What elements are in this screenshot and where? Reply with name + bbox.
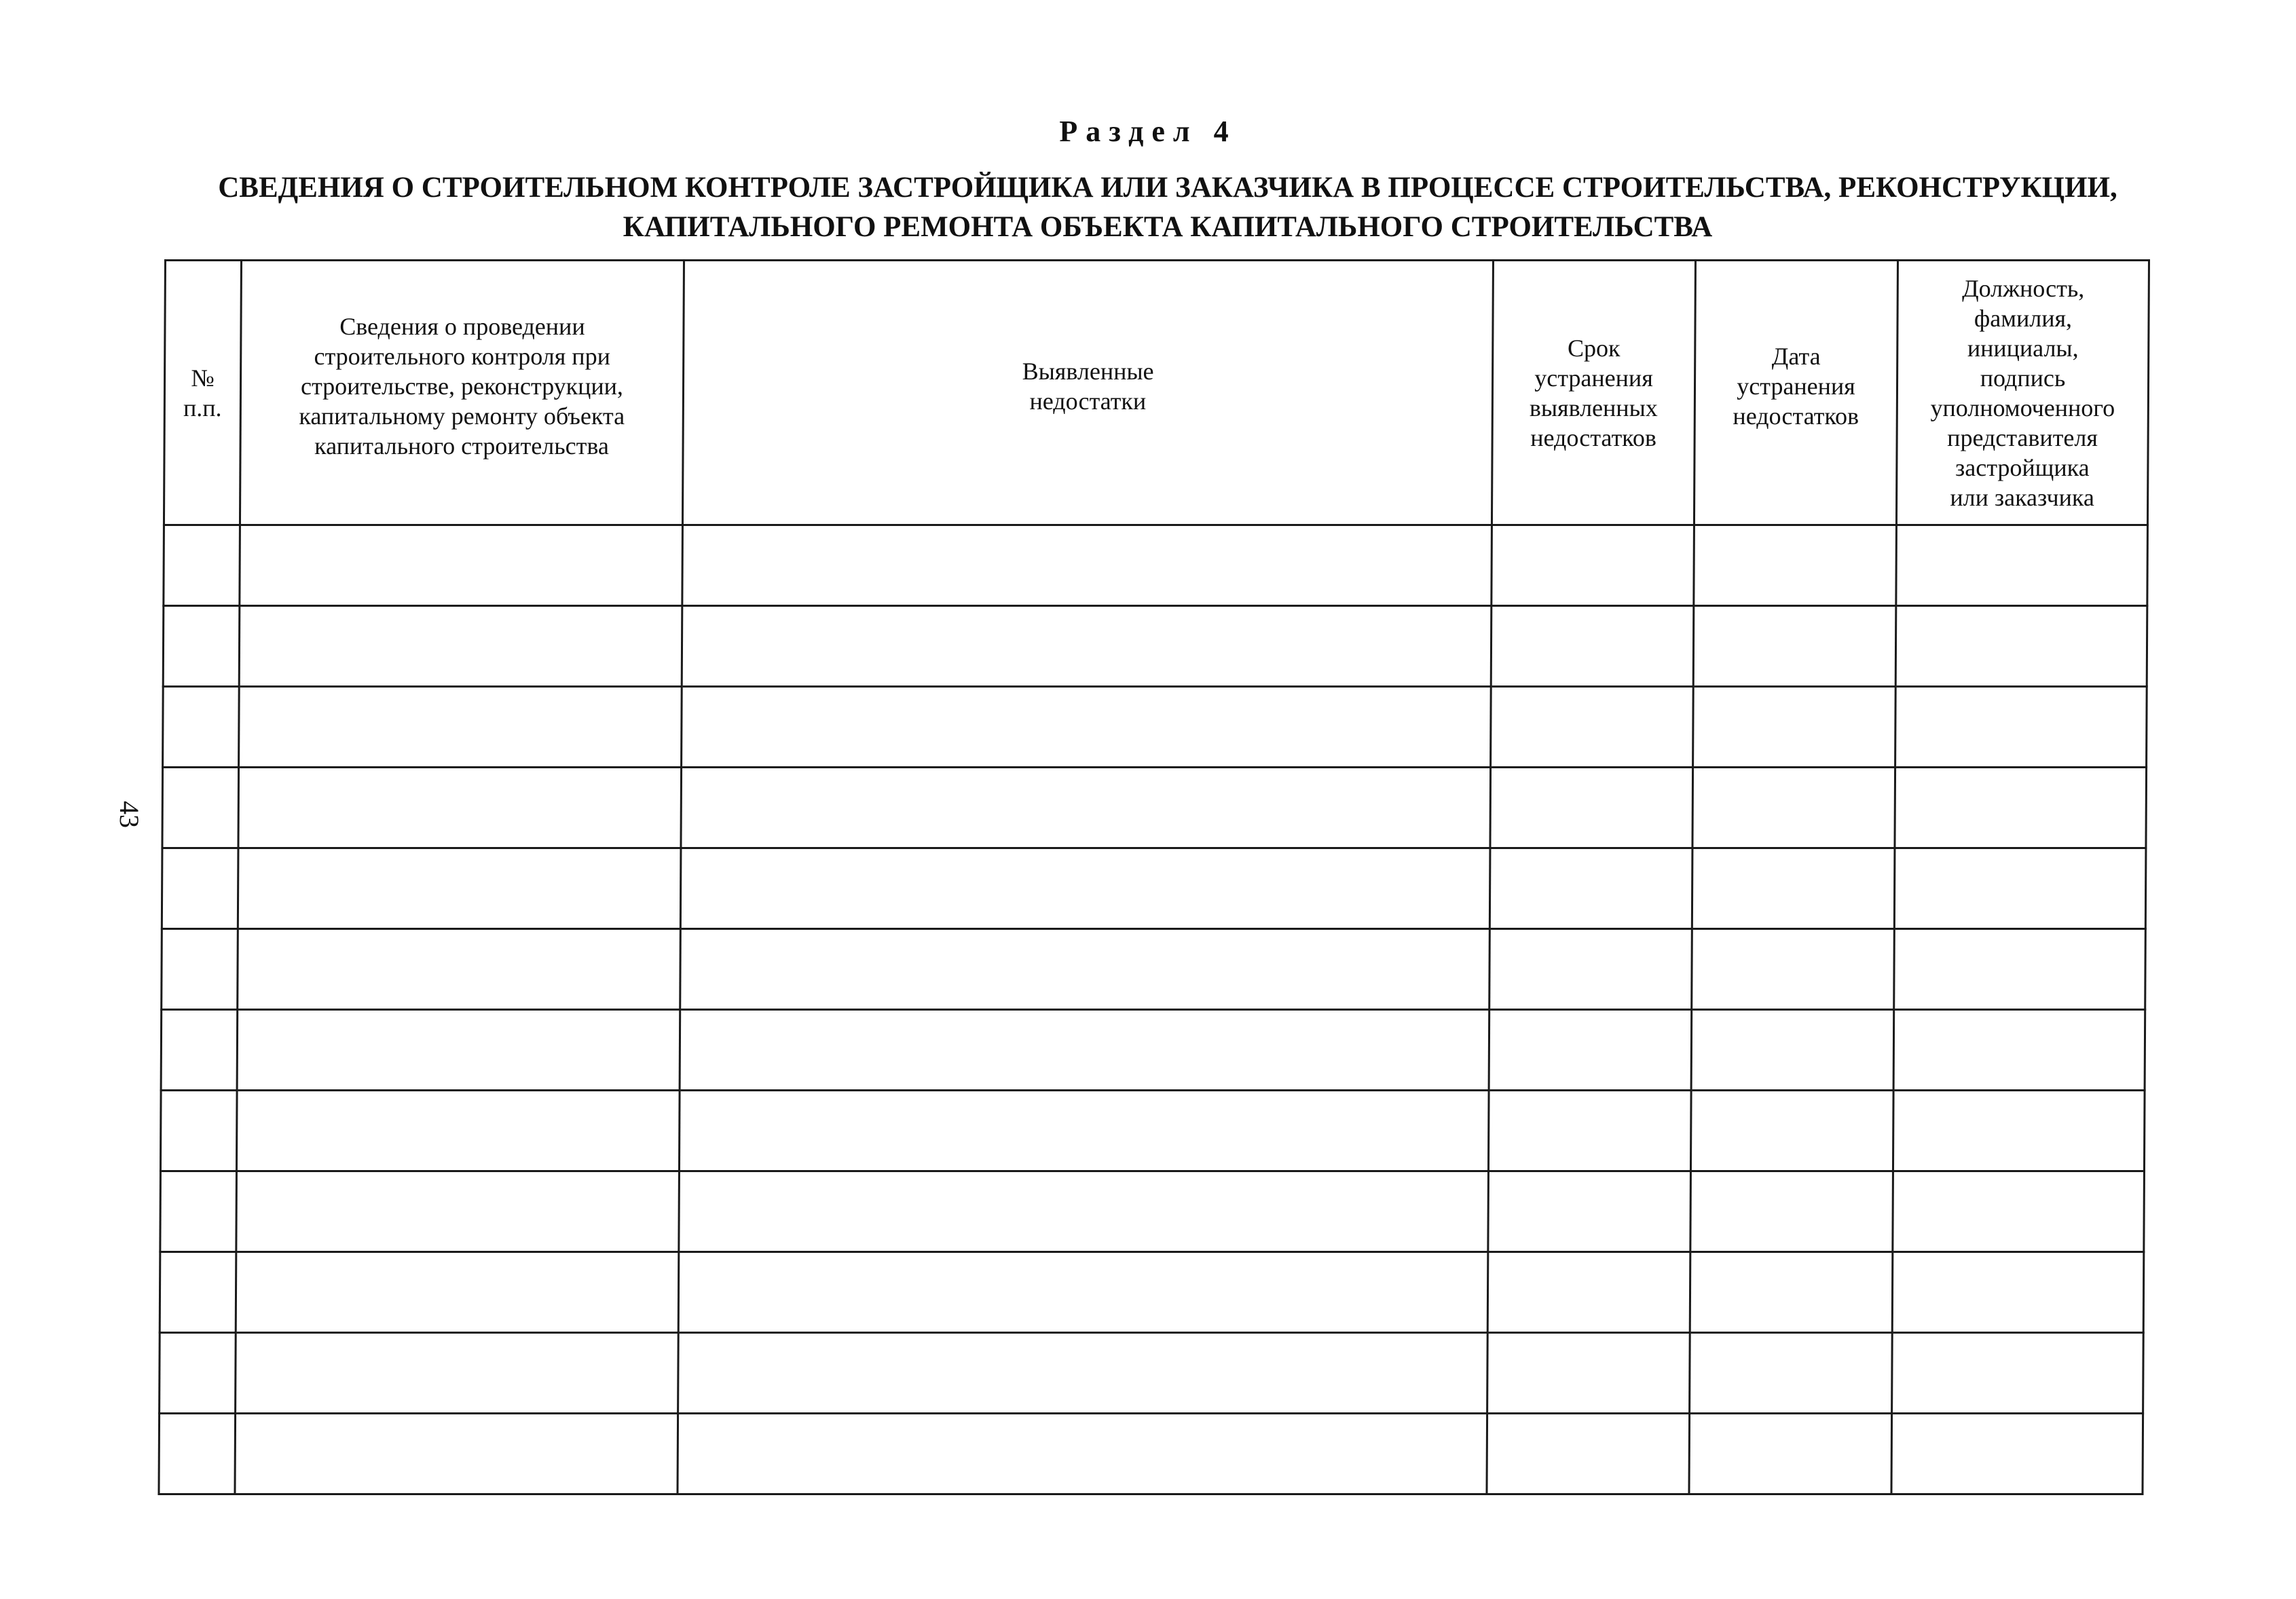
cell-defects	[682, 525, 1492, 606]
cell-representative	[1893, 1010, 2145, 1091]
cell-elimination-date	[1692, 848, 1895, 929]
header-defects: Выявленные недостатки	[682, 261, 1493, 525]
table-row	[161, 1010, 2145, 1091]
cell-number	[162, 768, 239, 848]
header-elimination-date: Дата устранения недостатков	[1694, 261, 1897, 525]
cell-representative	[1893, 1171, 2145, 1252]
cell-elimination-deadline	[1490, 768, 1693, 848]
cell-number	[164, 525, 240, 606]
header-elimination-deadline: Срок устранения выявленных недостатков	[1492, 261, 1695, 525]
table-row	[162, 768, 2147, 848]
cell-defects	[679, 1091, 1489, 1171]
cell-representative	[1892, 1333, 2144, 1414]
cell-defects	[682, 687, 1492, 768]
table-body	[159, 525, 2147, 1494]
cell-control-info	[240, 525, 683, 606]
cell-defects	[680, 929, 1490, 1010]
table-row	[164, 525, 2148, 606]
cell-elimination-deadline	[1487, 1333, 1690, 1414]
cell-representative	[1896, 525, 2148, 606]
cell-control-info	[237, 1010, 680, 1091]
cell-elimination-date	[1694, 525, 1897, 606]
cell-elimination-deadline	[1488, 1091, 1691, 1171]
table-row	[163, 606, 2147, 687]
cell-representative	[1894, 929, 2146, 1010]
cell-elimination-date	[1693, 606, 1896, 687]
cell-representative	[1895, 606, 2147, 687]
cell-elimination-date	[1690, 1252, 1893, 1333]
cell-control-info	[236, 1171, 680, 1252]
cell-elimination-deadline	[1491, 606, 1694, 687]
cell-defects	[681, 768, 1491, 848]
cell-number	[160, 1252, 236, 1333]
document-title: СВЕДЕНИЯ О СТРОИТЕЛЬНОМ КОНТРОЛЕ ЗАСТРОЙЩИКА ИЛИ ЗАКАЗЧИКА В ПРОЦЕССЕ СТРОИТЕЛЬСТВА, РЕКОНСТРУКЦИИ, КАПИТАЛЬНОГО РЕМОНТА ОБЪЕКТА КАПИТАЛЬНОГО СТРОИТЕЛЬСТВА	[218, 172, 2117, 243]
cell-defects	[678, 1333, 1488, 1414]
cell-elimination-deadline	[1487, 1414, 1690, 1494]
cell-control-info	[238, 848, 681, 929]
cell-number	[160, 1091, 237, 1171]
cell-elimination-date	[1691, 1010, 1894, 1091]
page-number: 43	[114, 801, 145, 828]
cell-number	[162, 929, 238, 1010]
table-row	[163, 687, 2147, 768]
cell-elimination-deadline	[1487, 1252, 1690, 1333]
table-header-row	[164, 261, 2149, 525]
cell-elimination-deadline	[1491, 687, 1694, 768]
cell-elimination-date	[1690, 1171, 1893, 1252]
cell-defects	[680, 848, 1490, 929]
table-row	[160, 1171, 2145, 1252]
cell-number	[160, 1171, 237, 1252]
table-row	[162, 848, 2146, 929]
cell-elimination-date	[1689, 1414, 1892, 1494]
cell-representative	[1894, 848, 2146, 929]
cell-representative	[1893, 1091, 2145, 1171]
cell-number	[163, 606, 240, 687]
cell-defects	[679, 1171, 1489, 1252]
cell-number	[163, 687, 240, 768]
cell-representative	[1891, 1414, 2143, 1494]
section-label: Раздел 4	[1059, 115, 1237, 148]
cell-elimination-date	[1690, 1091, 1893, 1171]
cell-elimination-deadline	[1492, 525, 1695, 606]
cell-elimination-date	[1692, 768, 1895, 848]
cell-representative	[1895, 768, 2147, 848]
cell-defects	[680, 1010, 1489, 1091]
cell-elimination-date	[1690, 1333, 1893, 1414]
cell-defects	[682, 606, 1492, 687]
cell-defects	[678, 1252, 1488, 1333]
cell-control-info	[239, 606, 682, 687]
cell-control-info	[238, 929, 681, 1010]
cell-control-info	[238, 768, 682, 848]
cell-control-info	[236, 1333, 679, 1414]
table-row	[160, 1333, 2144, 1414]
cell-representative	[1892, 1252, 2144, 1333]
cell-elimination-deadline	[1489, 848, 1692, 929]
cell-defects	[678, 1414, 1487, 1494]
header-representative: Должность, фамилия, инициалы, подпись уполномоченного представителя застройщика или заказчика	[1896, 261, 2149, 525]
cell-control-info	[236, 1252, 679, 1333]
cell-control-info	[235, 1414, 678, 1494]
cell-control-info	[236, 1091, 680, 1171]
cell-elimination-date	[1692, 929, 1895, 1010]
table-row	[160, 1252, 2144, 1333]
cell-elimination-deadline	[1488, 1171, 1691, 1252]
header-control-info: Сведения о проведении строительного контроля при строительстве, реконструкции, капитальному ремонту объекта капитального строительства	[240, 261, 684, 525]
cell-number	[160, 1333, 236, 1414]
construction-control-table	[158, 259, 2148, 1494]
table-row	[159, 1414, 2143, 1494]
cell-number	[159, 1414, 236, 1494]
cell-elimination-deadline	[1489, 929, 1692, 1010]
cell-control-info	[239, 687, 682, 768]
header-number: № п.п.	[164, 261, 241, 525]
cell-number	[161, 1010, 238, 1091]
cell-elimination-date	[1693, 687, 1896, 768]
table-row	[162, 929, 2146, 1010]
table-row	[160, 1091, 2145, 1171]
cell-number	[162, 848, 238, 929]
cell-representative	[1895, 687, 2147, 768]
cell-elimination-deadline	[1489, 1010, 1692, 1091]
